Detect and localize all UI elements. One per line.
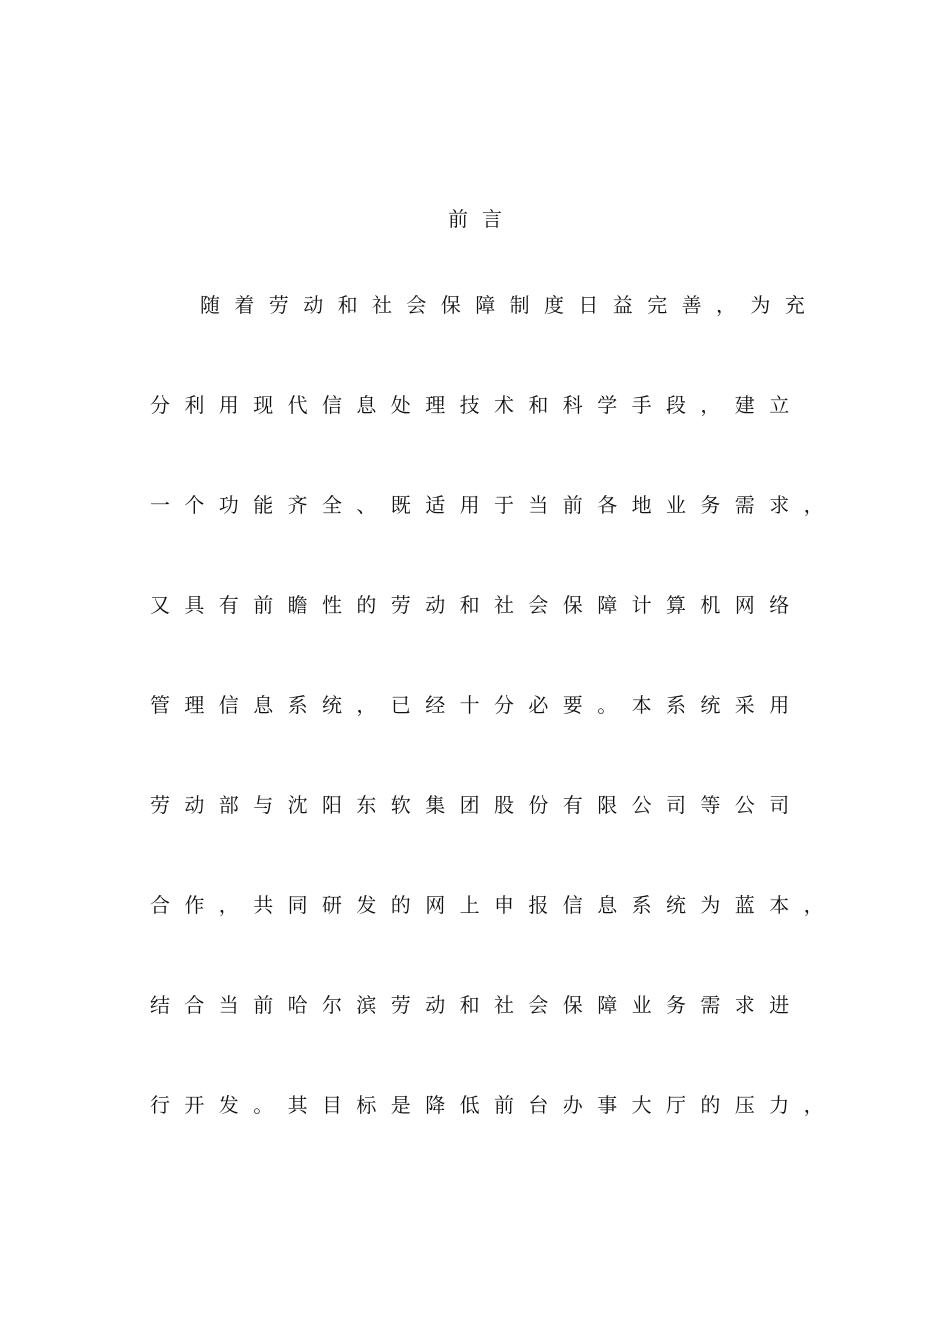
- paragraph-line: 合作，共同研发的网上申报信息系统为蓝本，: [150, 893, 838, 917]
- preface-paragraph: [150, 290, 850, 1190]
- paragraph-line: 又具有前瞻性的劳动和社会保障计算机网络: [150, 593, 804, 617]
- page-title: 前言: [448, 207, 516, 231]
- paragraph-line: 一个功能齐全、既适用于当前各地业务需求，: [150, 493, 838, 517]
- paragraph-line: 管理信息系统，已经十分必要。本系统采用: [150, 693, 804, 717]
- paragraph-line: 行开发。其目标是降低前台办事大厅的压力，: [150, 1093, 838, 1117]
- paragraph-line: 分利用现代信息处理技术和科学手段，建立: [150, 393, 804, 417]
- paragraph-line: 结合当前哈尔滨劳动和社会保障业务需求进: [150, 993, 804, 1017]
- paragraph-line: 随着劳动和社会保障制度日益完善，为充: [200, 293, 820, 317]
- paragraph-line: 劳动部与沈阳东软集团股份有限公司等公司: [150, 793, 804, 817]
